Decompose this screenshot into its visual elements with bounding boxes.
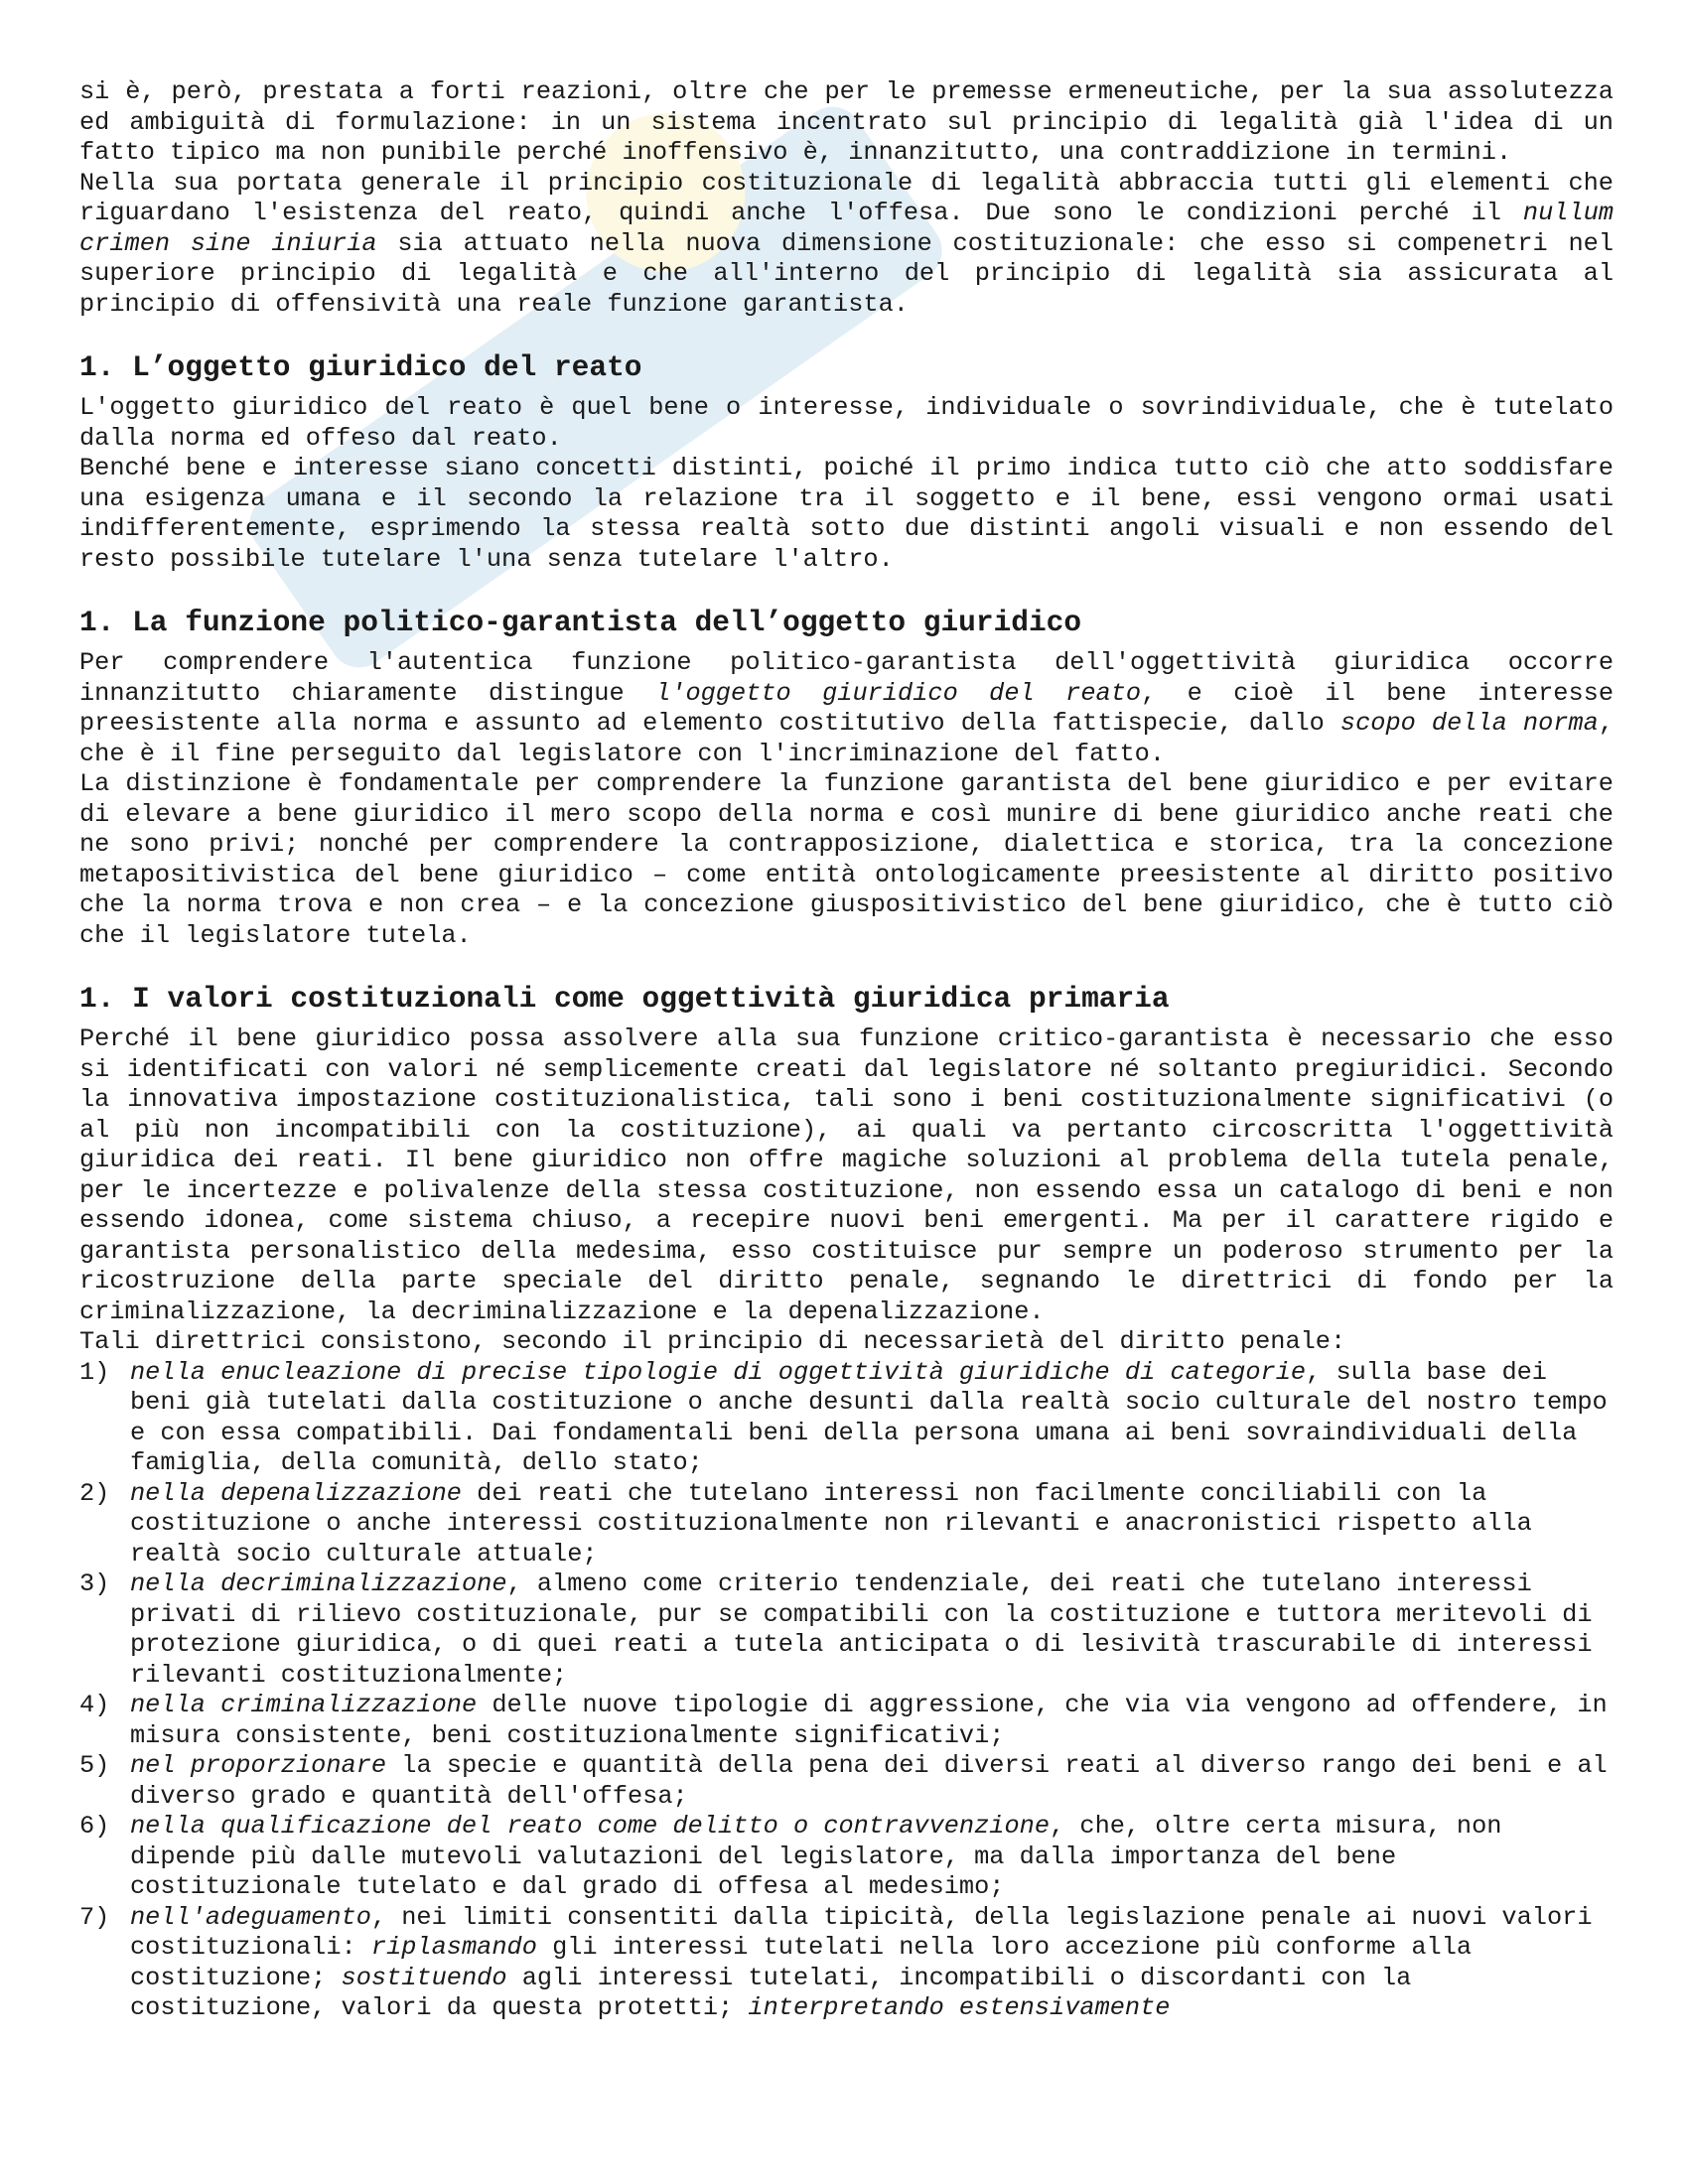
section-heading-funzione-garantista: 1. La funzione politico-garantista dell’oggetto giuridico <box>79 606 1082 639</box>
list-item: 4) nella criminalizzazione delle nuove tipologie di aggressione, che via via vengono ad offendere, in misura consistente, beni costituzionalmente significativi; <box>79 1691 1608 1750</box>
list-item: 7) nell'adeguamento, nei limiti consentiti dalla tipicità, della legislazione penale ai nuovi valori costituzionali: riplasmando gli interessi tutelati nella loro accezione più conforme alla costituzione; sostituendo agli interessi tutelati, incompatibili o discordanti con la costituzione, valori da questa protetti; interpretando estensivamente <box>79 1902 1593 2022</box>
document-page <box>79 77 1614 2024</box>
section2-paragraph-2: La distinzione è fondamentale per comprendere la funzione garantista del bene giuridico e per evitare di elevare a bene giuridico il mero scopo della norma e così munire di bene giuridico anche reati che ne sono privi; nonché per comprendere la contrapposizione, dialettica e storica, tra la concezione metapositivistica del bene giuridico – come entità ontologicamente preesistente al diritto positivo che la norma trova e non crea – e la concezione giuspositivistico del bene giuridico, che è tutto ciò che il legislatore tutela. <box>79 769 1614 950</box>
section2-paragraph-1: Per comprendere l'autentica funzione politico-garantista dell'oggettività giuridica occorre innanzitutto chiaramente distingue l'oggetto giuridico del reato, e cioè il bene interesse preesistente alla norma e assunto ad elemento costitutivo della fattispecie, dallo scopo della norma, che è il fine perseguito dal legislatore con l'incriminazione del fatto. <box>79 648 1614 768</box>
list-item: 3) nella decriminalizzazione, almeno come criterio tendenziale, dei reati che tutelano interessi privati di rilievo costituzionale, pur se compatibili con la costituzione e tuttora meritevoli di protezione giuridica, o di quei reati a tutela anticipata o di lesività trascurabile di interessi rilevanti costituzionalmente; <box>79 1570 1593 1690</box>
section3-paragraph-2: Tali direttrici consistono, secondo il principio di necessarietà del diritto penale: <box>79 1327 1346 1356</box>
list-item: 1) nella enucleazione di precise tipologie di oggettività giuridiche di categorie, sulla base dei beni già tutelati dalla costituzione o anche desunti dalla realtà socio culturale del nostro tempo e con essa compatibili. Dai fondamentali beni della persona umana ai beni sovraindividuali della famiglia, della comunità, dello stato; <box>79 1357 1608 1477</box>
intro-paragraph-1: si è, però, prestata a forti reazioni, oltre che per le premesse ermeneutiche, per la sua assolutezza ed ambiguità di formulazione: in un sistema incentrato sul principio di legalità già l'idea di un fatto tipico ma non punibile perché inoffensivo è, innanzitutto, una contraddizione in termini. <box>79 77 1614 167</box>
criteria-list <box>79 1358 1614 2024</box>
list-item: 5) nel proporzionare la specie e quantità della pena dei diversi reati al diverso rango dei beni e al diverso grado e quantità dell'offesa; <box>79 1751 1608 1811</box>
intro-paragraph-2: Nella sua portata generale il principio costituzionale di legalità abbraccia tutti gli elementi che riguardano l'esistenza del reato, quindi anche l'offesa. Due sono le condizioni perché il nullum crimen sine iniuria sia attuato nella nuova dimensione costituzionale: che esso si compenetri nel superiore principio di legalità e che all'interno del principio di legalità sia assicurata al principio di offensività una reale funzione garantista. <box>79 168 1615 319</box>
list-item: 2) nella depenalizzazione dei reati che tutelano interessi non facilmente conciliabili con la costituzione o anche interessi costituzionalmente non rilevanti e anacronistici rispetto alla realtà socio culturale attuale; <box>79 1478 1532 1569</box>
section1-paragraph-1: L'oggetto giuridico del reato è quel bene o interesse, individuale o sovrindividuale, che è tutelato dalla norma ed offeso dal reato. <box>79 393 1614 453</box>
section3-paragraph-1: Perché il bene giuridico possa assolvere alla sua funzione critico-garantista è necessario che esso si identificati con valori né semplicemente creati dal legislatore né soltanto pregiuridici. Secondo la innovativa impostazione costituzionalistica, tali sono i beni costituzionalmente significativi (o al più non incompatibili con la costituzione), ai quali va pertanto circoscritta l'oggettività giuridica dei reati. Il bene giuridico non offre magiche soluzioni al problema della tutela penale, per le incertezze e polivalenze della stessa costituzione, non essendo essa un catalogo di beni e non essendo idonea, come sistema chiuso, a recepire nuovi beni emergenti. Ma per il carattere rigido e garantista personalistico della medesima, esso costituisce pur sempre un poderoso strumento per la ricostruzione della parte speciale del diritto penale, segnando le direttrici di fondo per la criminalizzazione, la decriminalizzazione e la depenalizzazione. <box>79 1024 1614 1326</box>
section-heading-oggetto-giuridico: 1. L’oggetto giuridico del reato <box>79 350 642 384</box>
section-heading-valori-costituzionali: 1. I valori costituzionali come oggettività giuridica primaria <box>79 982 1170 1016</box>
section1-paragraph-2: Benché bene e interesse siano concetti distinti, poiché il primo indica tutto ciò che atto soddisfare una esigenza umana e il secondo la relazione tra il soggetto e il bene, essi vengono ormai usati indifferentemente, esprimendo la stessa realtà sotto due distinti angoli visuali e non essendo del resto possibile tutelare l'una senza tutelare l'altro. <box>79 454 1614 574</box>
list-item: 6) nella qualificazione del reato come delitto o contravvenzione, che, oltre certa misura, non dipende più dalle mutevoli valutazioni del legislatore, ma dalla importanza del bene costituzionale tutelato e dal grado di offesa al medesimo; <box>79 1812 1502 1901</box>
